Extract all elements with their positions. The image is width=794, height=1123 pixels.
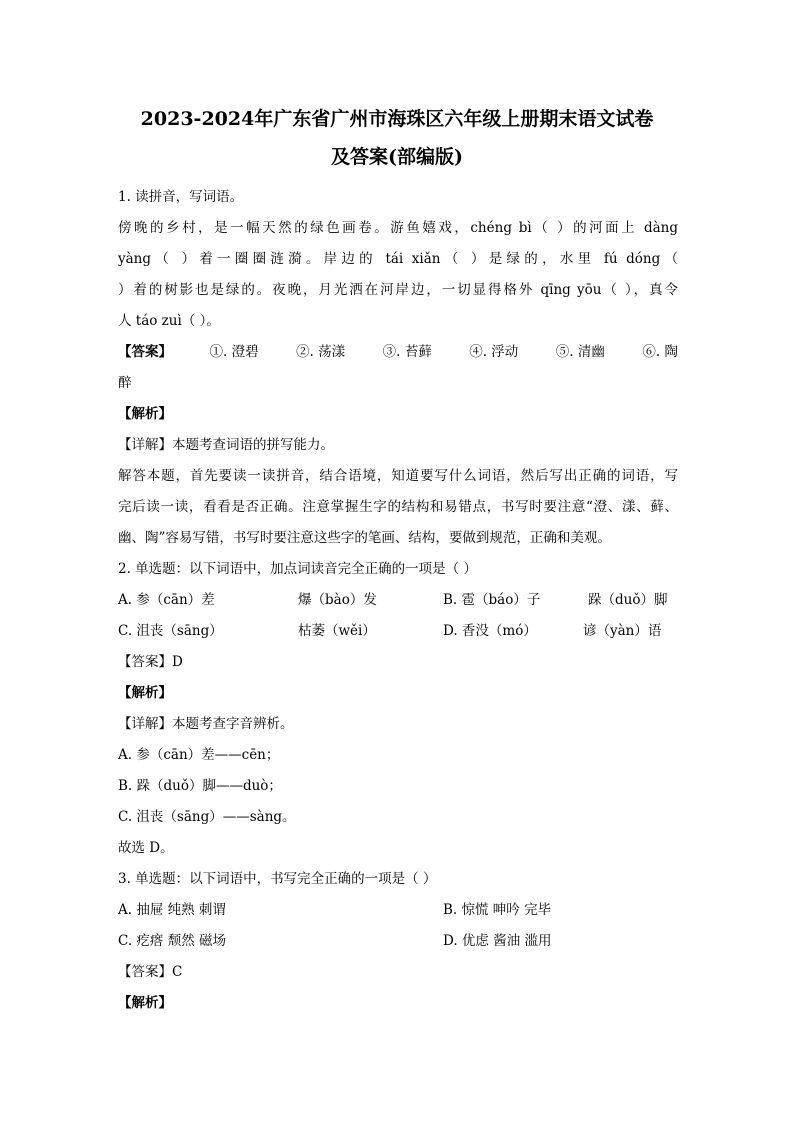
option-c: C. 疙瘩 颓然 磁场 — [118, 933, 227, 949]
option-c1: C. 沮丧（sāng） — [118, 623, 223, 639]
answer-label: 【答案】 — [118, 344, 172, 360]
q1-answer-cont: 醉 — [118, 375, 132, 391]
q2-explain-line: 故选 D。 — [118, 840, 174, 856]
q2-explain-line: C. 沮丧（sāng）——sàng。 — [118, 809, 296, 825]
option-d: D. 优虑 酱油 滥用 — [443, 933, 552, 949]
q3-stem: 3. 单选题：以下词语中，书写完全正确的一项是（ ） — [118, 871, 437, 887]
q1-text-line: ）着的树影也是绿的。夜晚，月光洒在河岸边，一切显得格外 qīng yōu（ ），真令 — [118, 282, 678, 298]
document-title-line1: 2023-2024年广东省广州市海珠区六年级上册期末语文试卷 — [140, 108, 654, 130]
option-b: B. 惊慌 呻吟 完毕 — [443, 902, 552, 918]
q1-text-line: 人 táo zuì（ ）。 — [118, 313, 220, 329]
option-b2: 跺（duǒ）脚 — [588, 592, 668, 608]
answer-item: ②. 荡漾 — [296, 344, 346, 360]
q3-analysis-label: 【解析】 — [118, 995, 172, 1011]
q1-stem: 1. 读拼音，写词语。 — [118, 189, 244, 205]
q1-detail: 【详解】本题考查词语的拼写能力。 — [118, 437, 334, 453]
q2-analysis-label: 【解析】 — [118, 685, 172, 701]
option-a1: A. 参（cān）差 — [118, 592, 215, 608]
q2-stem: 2. 单选题：以下词语中，加点词读音完全正确的一项是（ ） — [118, 561, 477, 577]
answer-item: ④. 浮动 — [469, 344, 519, 360]
q2-detail: 【详解】本题考查字音辨析。 — [118, 716, 294, 732]
option-c2: 枯萎（wěi） — [298, 623, 376, 639]
option-a2: 爆（bào）发 — [298, 592, 377, 608]
option-d1: D. 香没（mó） — [443, 623, 537, 639]
option-d2: 谚（yàn）语 — [583, 623, 662, 639]
q1-explain-line: 完后读一读，看看是否正确。注意掌握生字的结构和易错点，书写时要注意“澄、漾、藓、 — [118, 499, 678, 515]
q1-explain-line: 幽、陶”容易写错，书写时要注意这些字的笔画、结构，要做到规范，正确和美观。 — [118, 530, 611, 546]
q2-answer: 【答案】D — [118, 654, 183, 670]
q3-answer: 【答案】C — [118, 964, 183, 980]
q3-options-row — [118, 895, 678, 926]
answer-item: ⑤. 清幽 — [555, 344, 605, 360]
q2-explain-line: A. 参（cān）差——cēn； — [118, 747, 280, 763]
q2-options-row — [118, 616, 678, 647]
q1-text-line: 傍晚的乡村，是一幅天然的绿色画卷。游鱼嬉戏，chéng bì（ ）的河面上 dàng — [118, 220, 678, 236]
q3-options-row — [118, 926, 678, 957]
option-b1: B. 雹（báo）子 — [443, 592, 541, 608]
q1-text-line: yàng（ ）着一圈圈涟漪。岸边的 tái xiǎn（ ）是绿的，水里 fú dóng（ — [118, 251, 678, 267]
q1-explain-line: 解答本题，首先要读一读拼音，结合语境，知道要写什么词语，然后写出正确的词语，写 — [118, 468, 678, 484]
option-a: A. 抽屉 纯熟 刺谓 — [118, 902, 226, 918]
document-title-line2: 及答案(部编版) — [331, 146, 463, 168]
answer-item: ③. 苔藓 — [382, 344, 432, 360]
q2-explain-line: B. 跺（duǒ）脚——duò； — [118, 778, 282, 794]
answer-item: ①. 澄碧 — [209, 344, 259, 360]
q1-answer — [118, 337, 678, 368]
answer-item: ⑥. 陶 — [642, 344, 678, 360]
q2-options-row — [118, 585, 678, 616]
document-body — [118, 182, 678, 1019]
q1-analysis-label: 【解析】 — [118, 406, 172, 422]
